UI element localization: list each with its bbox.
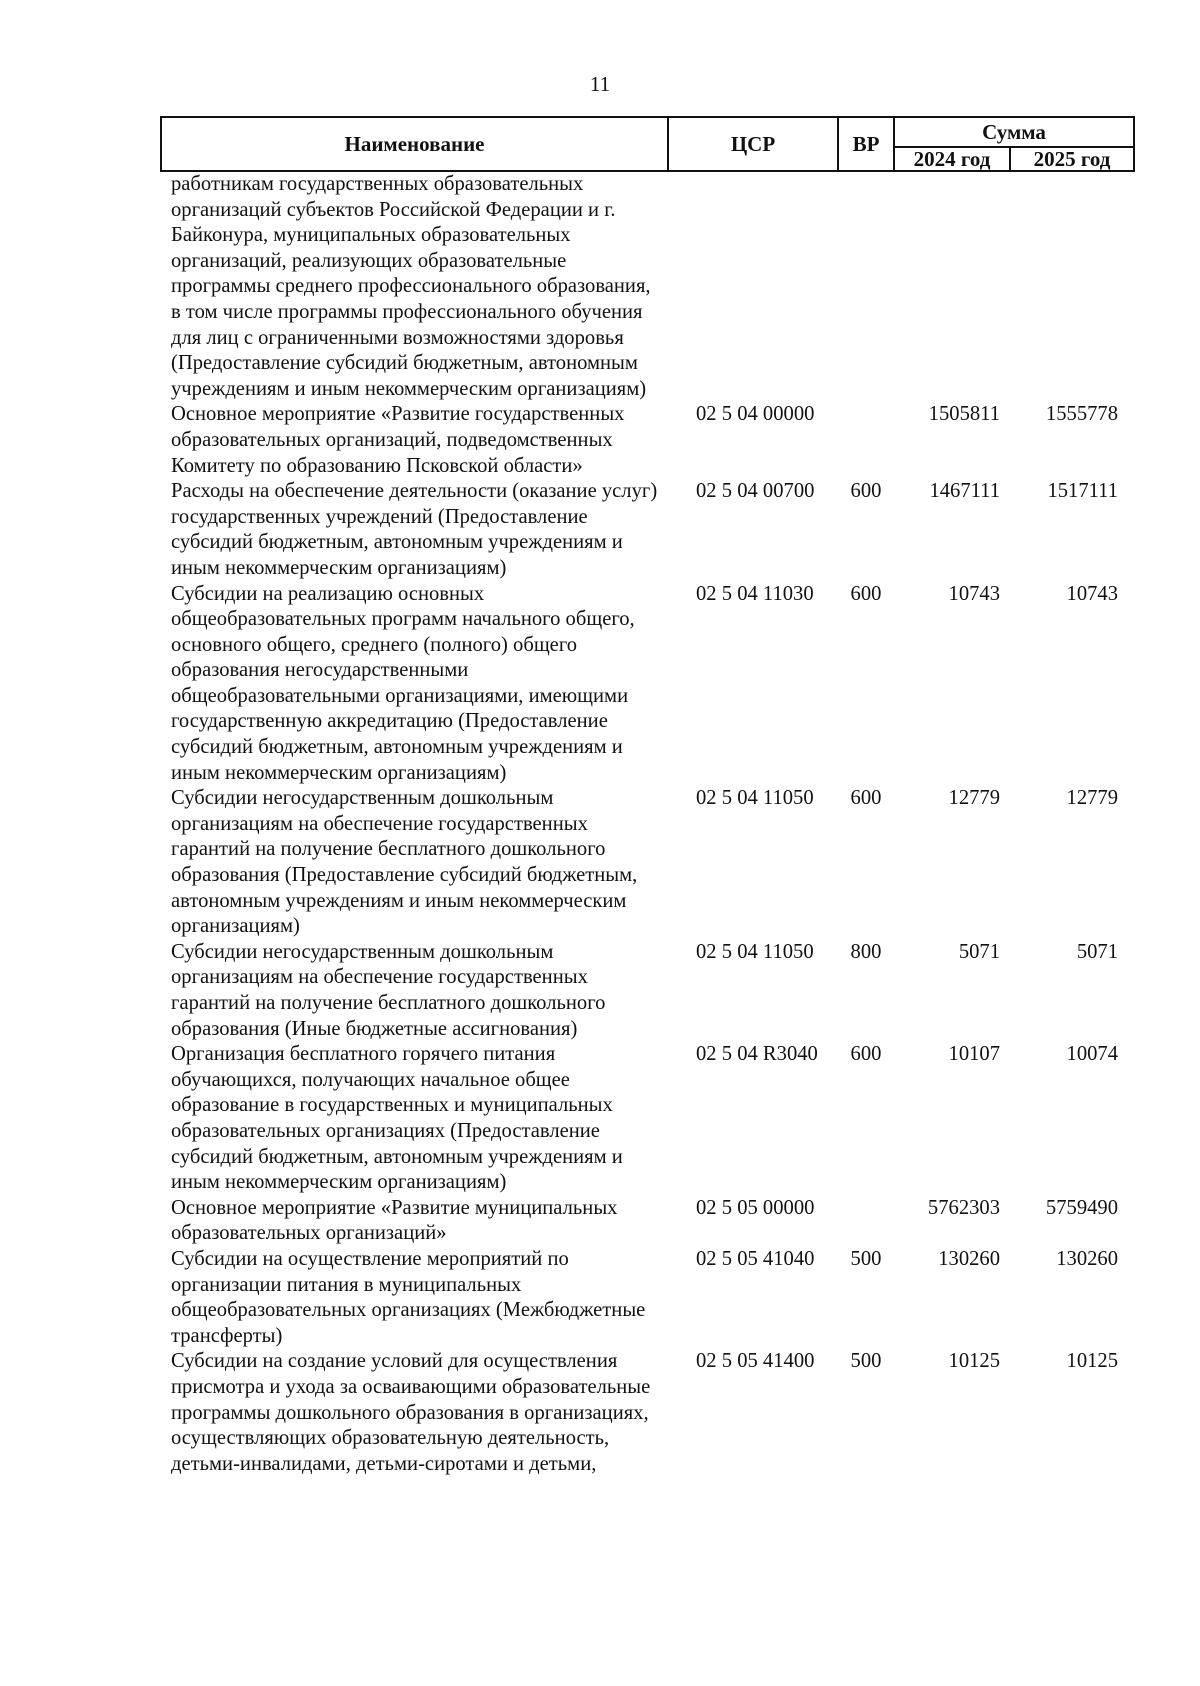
row-sum-2024: 12779 bbox=[948, 787, 1000, 810]
row-csr: 02 5 04 R3040 bbox=[696, 1043, 818, 1066]
row-name: работникам государственных образовательных организаций субъектов Российской Федерации и г. Байконура, муниципальных образовательных организаций, реализующих образовательные программы среднего профессионального образования, в том числе программы профессионального обучения для лиц с ограниченными возможностями здоровья (Предоставление субсидий бюджетным, автономным учреждениям и иным некоммерческим организациям) bbox=[171, 173, 651, 400]
table-row bbox=[161, 1196, 1134, 1247]
row-csr: 02 5 05 41040 bbox=[696, 1247, 815, 1270]
table-row bbox=[161, 1042, 1134, 1196]
row-name: Субсидии на реализацию основных общеобразовательных программ начального общего, основного общего, среднего (полного) общего образования негосударственными общеобразовательными организациями, имеющими государственную аккредитацию (Предоставление субсидий бюджетным, автономным учреждениям и иным некоммерческим организациям) bbox=[171, 582, 635, 784]
table-header bbox=[161, 117, 1134, 171]
row-sum-2025: 130260 bbox=[1056, 1247, 1118, 1270]
row-name: Субсидии на осуществление мероприятий по организации питания в муниципальных общеобразовательных организациях (Межбюджетные трансферты) bbox=[171, 1247, 646, 1347]
table-row bbox=[161, 402, 1134, 479]
row-vr: 600 bbox=[850, 1043, 882, 1066]
row-sum-2025: 1555778 bbox=[1045, 403, 1118, 426]
table-row bbox=[161, 1349, 1134, 1477]
row-sum-2025: 5759490 bbox=[1045, 1196, 1118, 1219]
table-body bbox=[161, 171, 1134, 1477]
header-year-2024: 2024 год bbox=[894, 147, 1010, 171]
row-name: Субсидии негосударственным дошкольным организациям на обеспечение государственных гарантий на получение бесплатного дошкольного образования (Иные бюджетные ассигнования) bbox=[171, 940, 606, 1040]
table-row bbox=[161, 171, 1134, 402]
row-vr bbox=[838, 1196, 894, 1247]
row-sum-2025: 10743 bbox=[1066, 582, 1118, 605]
row-vr bbox=[838, 171, 894, 402]
table-row bbox=[161, 786, 1134, 940]
row-sum-2025 bbox=[1010, 171, 1134, 402]
header-year-2025: 2025 год bbox=[1010, 147, 1134, 171]
row-sum-2025: 10125 bbox=[1066, 1350, 1118, 1373]
row-vr: 600 bbox=[850, 582, 882, 605]
row-sum-2024: 10743 bbox=[948, 582, 1000, 605]
row-sum-2024: 10107 bbox=[948, 1043, 1000, 1066]
row-vr bbox=[838, 402, 894, 479]
header-name: Наименование bbox=[161, 117, 668, 171]
row-name: Субсидии негосударственным дошкольным организациям на обеспечение государственных гарантий на получение бесплатного дошкольного образования (Предоставление субсидий бюджетным, автономным учреждениям и иным некоммерческим организациям) bbox=[171, 787, 638, 938]
row-vr: 500 bbox=[850, 1350, 882, 1373]
row-csr: 02 5 04 11050 bbox=[696, 787, 814, 810]
row-vr: 600 bbox=[850, 480, 882, 503]
header-csr: ЦСР bbox=[668, 117, 838, 171]
row-csr: 02 5 05 00000 bbox=[696, 1196, 815, 1219]
row-csr: 02 5 04 00000 bbox=[696, 403, 815, 426]
row-vr: 600 bbox=[850, 787, 882, 810]
row-sum-2024 bbox=[894, 171, 1010, 402]
header-sum: Сумма bbox=[894, 117, 1134, 147]
page-number: 11 bbox=[589, 72, 611, 96]
row-sum-2025: 1517111 bbox=[1047, 480, 1118, 503]
row-csr bbox=[668, 171, 838, 402]
row-sum-2025: 12779 bbox=[1066, 787, 1118, 810]
row-sum-2024: 1505811 bbox=[928, 403, 1000, 426]
budget-table bbox=[160, 116, 1135, 1477]
row-sum-2024: 5071 bbox=[958, 940, 1000, 963]
table-row bbox=[161, 1247, 1134, 1349]
row-name: Организация бесплатного горячего питания обучающихся, получающих начальное общее образование в государственных и муниципальных образовательных организациях (Предоставление субсидий бюджетным, автономным учреждениям и иным некоммерческим организациям) bbox=[171, 1043, 623, 1194]
row-vr: 500 bbox=[850, 1247, 882, 1270]
header-vr: ВР bbox=[838, 117, 894, 171]
row-name: Субсидии на создание условий для осуществления присмотра и ухода за осваивающими образовательные программы дошкольного образования в организациях, осуществляющих образовательную деятельность, детьми-инвалидами, детьми-сиротами и детьми, bbox=[171, 1350, 651, 1475]
row-csr: 02 5 05 41400 bbox=[696, 1350, 815, 1373]
row-name: Основное мероприятие «Развитие государственных образовательных организаций, подведомственных Комитету по образованию Псковской области» bbox=[171, 403, 625, 477]
table-row bbox=[161, 479, 1134, 581]
row-csr: 02 5 04 11030 bbox=[696, 582, 814, 605]
row-name: Расходы на обеспечение деятельности (оказание услуг) государственных учреждений (Предоставление субсидий бюджетным, автономным учреждениям и иным некоммерческим организациям) bbox=[171, 480, 658, 579]
row-sum-2024: 1467111 bbox=[929, 480, 1000, 503]
row-csr: 02 5 04 11050 bbox=[696, 940, 814, 963]
row-vr: 800 bbox=[850, 940, 882, 963]
row-sum-2025: 5071 bbox=[1076, 940, 1118, 963]
row-sum-2024: 5762303 bbox=[927, 1196, 1000, 1219]
table-row bbox=[161, 582, 1134, 787]
row-sum-2024: 10125 bbox=[948, 1350, 1000, 1373]
table-row bbox=[161, 940, 1134, 1042]
row-name: Основное мероприятие «Развитие муниципальных образовательных организаций» bbox=[171, 1196, 618, 1245]
row-sum-2024: 130260 bbox=[938, 1247, 1000, 1270]
row-csr: 02 5 04 00700 bbox=[696, 480, 815, 503]
row-sum-2025: 10074 bbox=[1066, 1043, 1118, 1066]
